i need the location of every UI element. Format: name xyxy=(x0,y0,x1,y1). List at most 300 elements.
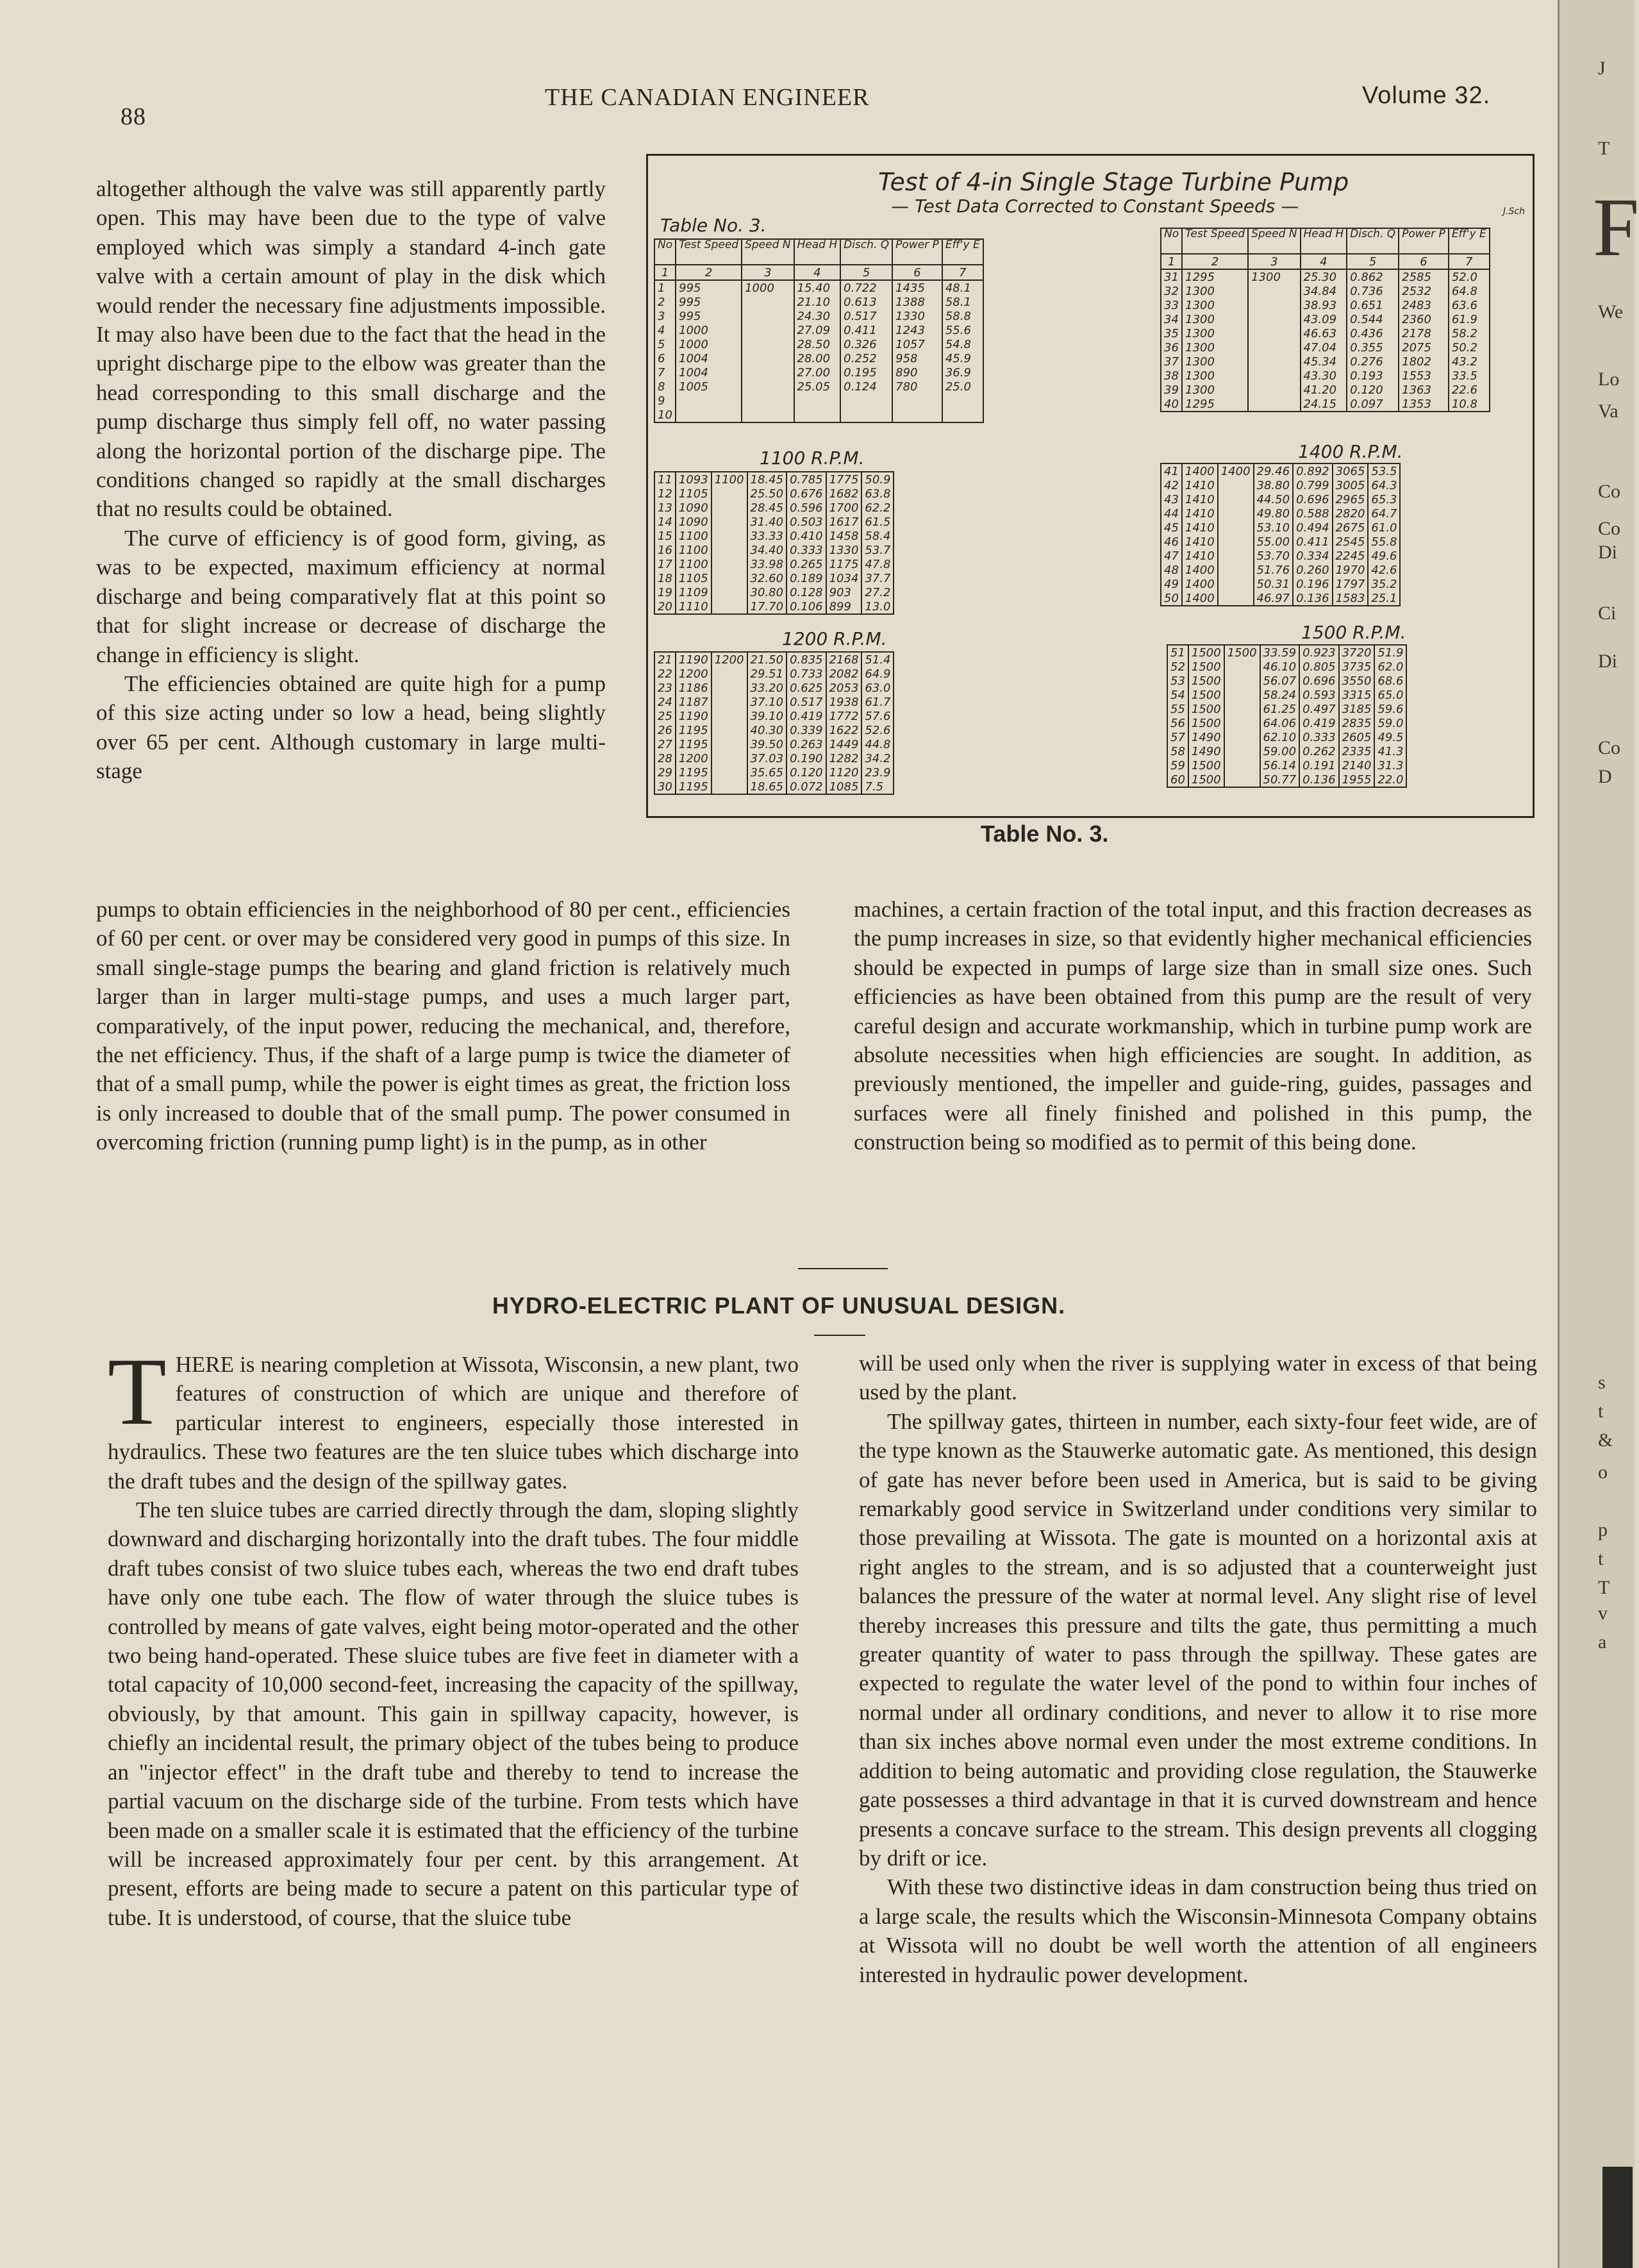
cell: 2532 xyxy=(1399,284,1449,298)
cell: 15.40 xyxy=(794,280,841,295)
cell: 64.9 xyxy=(861,667,894,681)
cell: 1500 xyxy=(1188,660,1224,674)
table-row xyxy=(1161,478,1400,492)
cell: 48.1 xyxy=(942,280,983,295)
cell: 37.03 xyxy=(747,751,787,765)
cell: 1300 xyxy=(1182,340,1248,354)
cell: 0.333 xyxy=(1299,730,1339,744)
cell: 2075 xyxy=(1399,340,1449,354)
cell: 1034 xyxy=(826,571,862,585)
cell: 1100 xyxy=(676,529,711,543)
column-number: 3 xyxy=(1248,254,1300,269)
cell: 13.0 xyxy=(861,599,894,614)
edge-letter: t xyxy=(1598,1548,1604,1569)
cell: 57.6 xyxy=(861,709,894,723)
cell: 1243 xyxy=(892,323,942,337)
cell: 1090 xyxy=(676,501,711,515)
cell: 1802 xyxy=(1399,354,1449,369)
table-row xyxy=(654,365,983,379)
table-row xyxy=(654,571,894,585)
cell: 0.334 xyxy=(1293,549,1333,563)
cell: 0.696 xyxy=(1299,674,1339,688)
column-header: Disch. Q xyxy=(1347,228,1399,254)
cell xyxy=(840,408,892,422)
cell: 1200 xyxy=(711,652,747,667)
cell: 0.263 xyxy=(786,737,826,751)
table-row xyxy=(654,379,983,394)
column-number: 1 xyxy=(1161,254,1182,269)
cell: 1085 xyxy=(826,780,862,794)
cell: 53.70 xyxy=(1254,549,1294,563)
cell xyxy=(742,365,794,379)
edge-letter: T xyxy=(1598,138,1610,159)
cell: 34.40 xyxy=(747,543,787,557)
speed-label: 1500 R.P.M. xyxy=(1301,622,1406,643)
column-number: 7 xyxy=(942,265,983,280)
cell xyxy=(676,394,742,408)
column-header: Test Speed xyxy=(676,239,742,265)
cell: 0.736 xyxy=(1347,284,1399,298)
cell: 1500 xyxy=(1188,716,1224,730)
cell xyxy=(1218,506,1254,521)
cell: 10 xyxy=(654,408,676,422)
cell: 47.04 xyxy=(1301,340,1347,354)
cell: 1300 xyxy=(1248,269,1300,284)
cell: 0.097 xyxy=(1347,397,1399,412)
cell: 52 xyxy=(1167,660,1188,674)
cell: 58.4 xyxy=(861,529,894,543)
column-number: 3 xyxy=(742,265,794,280)
cell: 2605 xyxy=(1339,730,1375,744)
cell: 0.136 xyxy=(1293,591,1333,606)
cell xyxy=(711,585,747,599)
cell: 29 xyxy=(654,765,676,780)
cell: 25.1 xyxy=(1368,591,1400,606)
table-row xyxy=(1161,354,1490,369)
cell: 0.497 xyxy=(1299,702,1339,716)
cell: 38.93 xyxy=(1301,298,1347,312)
cell: 41.20 xyxy=(1301,383,1347,397)
cell: 3185 xyxy=(1339,702,1375,716)
cell xyxy=(840,394,892,408)
cell xyxy=(1218,535,1254,549)
cell: 22.0 xyxy=(1374,772,1406,787)
cell: 1190 xyxy=(676,709,711,723)
article-right-column xyxy=(859,1349,1537,1989)
cell: 1449 xyxy=(826,737,862,751)
cell: 2360 xyxy=(1399,312,1449,326)
article-left-column xyxy=(108,1338,799,1932)
cell: 1195 xyxy=(676,765,711,780)
data-table-block xyxy=(1167,644,1407,788)
table-row xyxy=(1167,688,1406,702)
edge-letter: t xyxy=(1598,1401,1604,1422)
cell: 44.8 xyxy=(861,737,894,751)
cell: 46.97 xyxy=(1254,591,1294,606)
edge-letter: Co xyxy=(1598,481,1621,502)
cell xyxy=(742,295,794,309)
cell xyxy=(711,681,747,695)
cell: 0.544 xyxy=(1347,312,1399,326)
cell: 1400 xyxy=(1182,577,1218,591)
column-header: Power P xyxy=(1399,228,1449,254)
cell: 56 xyxy=(1167,716,1188,730)
cell: 47 xyxy=(1161,549,1182,563)
cell: 0.196 xyxy=(1293,577,1333,591)
cell: 15 xyxy=(654,529,676,543)
cell xyxy=(711,487,747,501)
cell: 29.46 xyxy=(1254,463,1294,478)
cell: 31.3 xyxy=(1374,758,1406,772)
cell: 1057 xyxy=(892,337,942,351)
cell: 7.5 xyxy=(861,780,894,794)
cell: 1004 xyxy=(676,351,742,365)
cell xyxy=(1218,577,1254,591)
divider xyxy=(814,1335,865,1336)
cell: 0.625 xyxy=(786,681,826,695)
table-row xyxy=(654,472,894,487)
edge-letter: & xyxy=(1598,1430,1613,1451)
cell: 23 xyxy=(654,681,676,695)
cell: 1109 xyxy=(676,585,711,599)
cell: 51.9 xyxy=(1374,645,1406,660)
cell xyxy=(942,408,983,422)
table-row xyxy=(654,394,983,408)
cell: 0.072 xyxy=(786,780,826,794)
table-row xyxy=(1161,463,1400,478)
cell: 16 xyxy=(654,543,676,557)
cell: 58 xyxy=(1167,744,1188,758)
cell: 40 xyxy=(1161,397,1182,412)
cell xyxy=(794,408,841,422)
table-subtitle: — Test Data Corrected to Constant Speeds — xyxy=(891,196,1299,217)
table-row xyxy=(1167,716,1406,730)
cell: 42 xyxy=(1161,478,1182,492)
table-row xyxy=(654,337,983,351)
cell xyxy=(1218,591,1254,606)
cell xyxy=(711,501,747,515)
cell: 33.98 xyxy=(747,557,787,571)
cell: 0.191 xyxy=(1299,758,1339,772)
article-headline: HYDRO-ELECTRIC PLANT OF UNUSUAL DESIGN. xyxy=(492,1292,1066,1319)
cell: 1300 xyxy=(1182,383,1248,397)
cell: 1005 xyxy=(676,379,742,394)
column-number: 4 xyxy=(794,265,841,280)
cell: 0.252 xyxy=(840,351,892,365)
cell: 21.10 xyxy=(794,295,841,309)
data-table-block xyxy=(654,238,984,423)
cell: 7 xyxy=(654,365,676,379)
cell xyxy=(711,599,747,614)
table-row xyxy=(1161,549,1400,563)
cell xyxy=(742,309,794,323)
table-row xyxy=(654,323,983,337)
cell: 2483 xyxy=(1399,298,1449,312)
data-table-block xyxy=(1160,463,1401,606)
cell: 55.6 xyxy=(942,323,983,337)
journal-title: THE CANADIAN ENGINEER xyxy=(545,84,870,111)
cell: 0.593 xyxy=(1299,688,1339,702)
cell xyxy=(1218,478,1254,492)
cell xyxy=(742,323,794,337)
cell: 1500 xyxy=(1188,772,1224,787)
cell: 59.00 xyxy=(1260,744,1300,758)
cell: 0.923 xyxy=(1299,645,1339,660)
cell: 45.9 xyxy=(942,351,983,365)
cell xyxy=(1218,492,1254,506)
cell: 0.419 xyxy=(1299,716,1339,730)
cell: 45 xyxy=(1161,521,1182,535)
cell: 22.6 xyxy=(1449,383,1490,397)
cell: 65.0 xyxy=(1374,688,1406,702)
cell: 61.9 xyxy=(1449,312,1490,326)
column-number: 6 xyxy=(1399,254,1449,269)
cell: 61.25 xyxy=(1260,702,1300,716)
cell: 995 xyxy=(676,295,742,309)
table-row xyxy=(654,351,983,365)
cell: 1400 xyxy=(1182,563,1218,577)
column-header: Disch. Q xyxy=(840,239,892,265)
cell: 1195 xyxy=(676,723,711,737)
table-row xyxy=(1161,326,1490,340)
cell: 18.65 xyxy=(747,780,787,794)
page-number: 88 xyxy=(121,103,146,130)
cell: 1435 xyxy=(892,280,942,295)
cell: 34.2 xyxy=(861,751,894,765)
cell: 780 xyxy=(892,379,942,394)
cell: 1500 xyxy=(1188,674,1224,688)
cell: 1300 xyxy=(1182,312,1248,326)
cell: 3720 xyxy=(1339,645,1375,660)
column-header: Head H xyxy=(794,239,841,265)
table-row xyxy=(1161,492,1400,506)
cell: 2820 xyxy=(1333,506,1369,521)
table-row xyxy=(1161,269,1490,284)
table-row xyxy=(654,543,894,557)
cell: 1583 xyxy=(1333,591,1369,606)
mid-right-column xyxy=(854,895,1532,1157)
signature: J.Sch xyxy=(1503,206,1526,217)
table-row xyxy=(654,309,983,323)
cell: 27.2 xyxy=(861,585,894,599)
data-table-block xyxy=(654,471,894,615)
cell: 1330 xyxy=(826,543,862,557)
cell: 1490 xyxy=(1188,730,1224,744)
table-row xyxy=(1161,284,1490,298)
cell xyxy=(742,379,794,394)
cell: 24.30 xyxy=(794,309,841,323)
cell: 38 xyxy=(1161,369,1182,383)
cell: 11 xyxy=(654,472,676,487)
column-number: 5 xyxy=(840,265,892,280)
cell: 24 xyxy=(654,695,676,709)
cell: 0.613 xyxy=(840,295,892,309)
cell xyxy=(1224,772,1260,787)
cell: 49.6 xyxy=(1368,549,1400,563)
edge-letter: a xyxy=(1598,1631,1607,1653)
cell: 1004 xyxy=(676,365,742,379)
column-number: 1 xyxy=(654,265,676,280)
cell xyxy=(892,408,942,422)
cell: 0.120 xyxy=(786,765,826,780)
cell: 1186 xyxy=(676,681,711,695)
cell: 0.835 xyxy=(786,652,826,667)
cell: 18.45 xyxy=(747,472,787,487)
cell xyxy=(711,543,747,557)
cell: 59.0 xyxy=(1374,716,1406,730)
table-row xyxy=(1161,383,1490,397)
cell: 0.805 xyxy=(1299,660,1339,674)
cell: 13 xyxy=(654,501,676,515)
table-title: Test of 4-in Single Stage Turbine Pump xyxy=(878,168,1349,196)
cell: 41.3 xyxy=(1374,744,1406,758)
cell: 35.65 xyxy=(747,765,787,780)
cell xyxy=(1248,298,1300,312)
cell: 2168 xyxy=(826,652,862,667)
table-row xyxy=(654,709,894,723)
cell: 8 xyxy=(654,379,676,394)
cell: 2545 xyxy=(1333,535,1369,549)
cell: 2178 xyxy=(1399,326,1449,340)
cell: 41 xyxy=(1161,463,1182,478)
cell: 1500 xyxy=(1188,645,1224,660)
cell: 1300 xyxy=(1182,326,1248,340)
cell: 3550 xyxy=(1339,674,1375,688)
cell: 29.51 xyxy=(747,667,787,681)
cell: 43.30 xyxy=(1301,369,1347,383)
column-header: No xyxy=(1161,228,1182,254)
cell: 33.33 xyxy=(747,529,787,543)
cell: 27 xyxy=(654,737,676,751)
cell: 57 xyxy=(1167,730,1188,744)
cell: 17.70 xyxy=(747,599,787,614)
table-row xyxy=(654,501,894,515)
cell xyxy=(1248,354,1300,369)
cell: 10.8 xyxy=(1449,397,1490,412)
cell: 1700 xyxy=(826,501,862,515)
cell: 1400 xyxy=(1182,463,1218,478)
cell: 56.07 xyxy=(1260,674,1300,688)
cell: 37.10 xyxy=(747,695,787,709)
cell: 58.8 xyxy=(942,309,983,323)
cell xyxy=(942,394,983,408)
cell: 34.84 xyxy=(1301,284,1347,298)
cell: 28.50 xyxy=(794,337,841,351)
table-row xyxy=(654,667,894,681)
column-header: Speed N xyxy=(1248,228,1300,254)
cell: 2053 xyxy=(826,681,862,695)
cell: 0.190 xyxy=(786,751,826,765)
cell xyxy=(711,667,747,681)
speed-label: 1200 R.P.M. xyxy=(782,628,887,649)
cell: 1175 xyxy=(826,557,862,571)
table-row xyxy=(654,765,894,780)
cell xyxy=(711,751,747,765)
table-row xyxy=(1161,521,1400,535)
cell: 27.00 xyxy=(794,365,841,379)
edge-letter: Co xyxy=(1598,737,1621,758)
cell xyxy=(1224,758,1260,772)
cell: 20 xyxy=(654,599,676,614)
cell: 2585 xyxy=(1399,269,1449,284)
cell: 64.8 xyxy=(1449,284,1490,298)
speed-label: 1100 R.P.M. xyxy=(760,447,865,469)
edge-letter: Di xyxy=(1598,542,1617,563)
column-number: 6 xyxy=(892,265,942,280)
cell: 0.276 xyxy=(1347,354,1399,369)
cell: 39.10 xyxy=(747,709,787,723)
cell: 1410 xyxy=(1182,506,1218,521)
cell: 58.1 xyxy=(942,295,983,309)
table-row xyxy=(1161,397,1490,412)
column-number: 4 xyxy=(1301,254,1347,269)
cell: 25.05 xyxy=(794,379,841,394)
cell: 1105 xyxy=(676,571,711,585)
cell: 33.5 xyxy=(1449,369,1490,383)
cell: 14 xyxy=(654,515,676,529)
edge-letter: Ci xyxy=(1598,603,1617,624)
cell: 1300 xyxy=(1182,298,1248,312)
cell xyxy=(892,394,942,408)
cell: 1000 xyxy=(676,323,742,337)
top-left-column xyxy=(96,174,606,786)
edge-letter: o xyxy=(1598,1462,1608,1483)
cell: 1195 xyxy=(676,737,711,751)
cell: 45.34 xyxy=(1301,354,1347,369)
cell: 25.0 xyxy=(942,379,983,394)
cell: 43.09 xyxy=(1301,312,1347,326)
cell: 1400 xyxy=(1182,591,1218,606)
column-number: 5 xyxy=(1347,254,1399,269)
cell: 1200 xyxy=(676,751,711,765)
cell xyxy=(1224,688,1260,702)
table-row xyxy=(654,295,983,309)
edge-letter: Lo xyxy=(1598,369,1620,390)
cell: 2245 xyxy=(1333,549,1369,563)
cell xyxy=(711,723,747,737)
binding-shadow xyxy=(1602,2167,1633,2268)
cell: 1410 xyxy=(1182,492,1218,506)
cell: 62.2 xyxy=(861,501,894,515)
cell: 18 xyxy=(654,571,676,585)
table-row xyxy=(1167,645,1406,660)
cell: 1300 xyxy=(1182,369,1248,383)
cell: 1000 xyxy=(676,337,742,351)
cell: 21 xyxy=(654,652,676,667)
cell: 2 xyxy=(654,295,676,309)
cell: 2335 xyxy=(1339,744,1375,758)
cell: 0.588 xyxy=(1293,506,1333,521)
cell: 50.31 xyxy=(1254,577,1294,591)
cell: 1410 xyxy=(1182,549,1218,563)
table-row xyxy=(654,652,894,667)
cell: 28.00 xyxy=(794,351,841,365)
cell xyxy=(1218,549,1254,563)
table-row xyxy=(654,408,983,422)
cell: 2140 xyxy=(1339,758,1375,772)
cell: 1617 xyxy=(826,515,862,529)
cell: 0.799 xyxy=(1293,478,1333,492)
table-row xyxy=(1167,758,1406,772)
cell: 1295 xyxy=(1182,269,1248,284)
cell: 28 xyxy=(654,751,676,765)
cell: 51 xyxy=(1167,645,1188,660)
cell: 68.6 xyxy=(1374,674,1406,688)
cell: 3065 xyxy=(1333,463,1369,478)
cell: 0.892 xyxy=(1293,463,1333,478)
column-header: Head H xyxy=(1301,228,1347,254)
cell: 43 xyxy=(1161,492,1182,506)
